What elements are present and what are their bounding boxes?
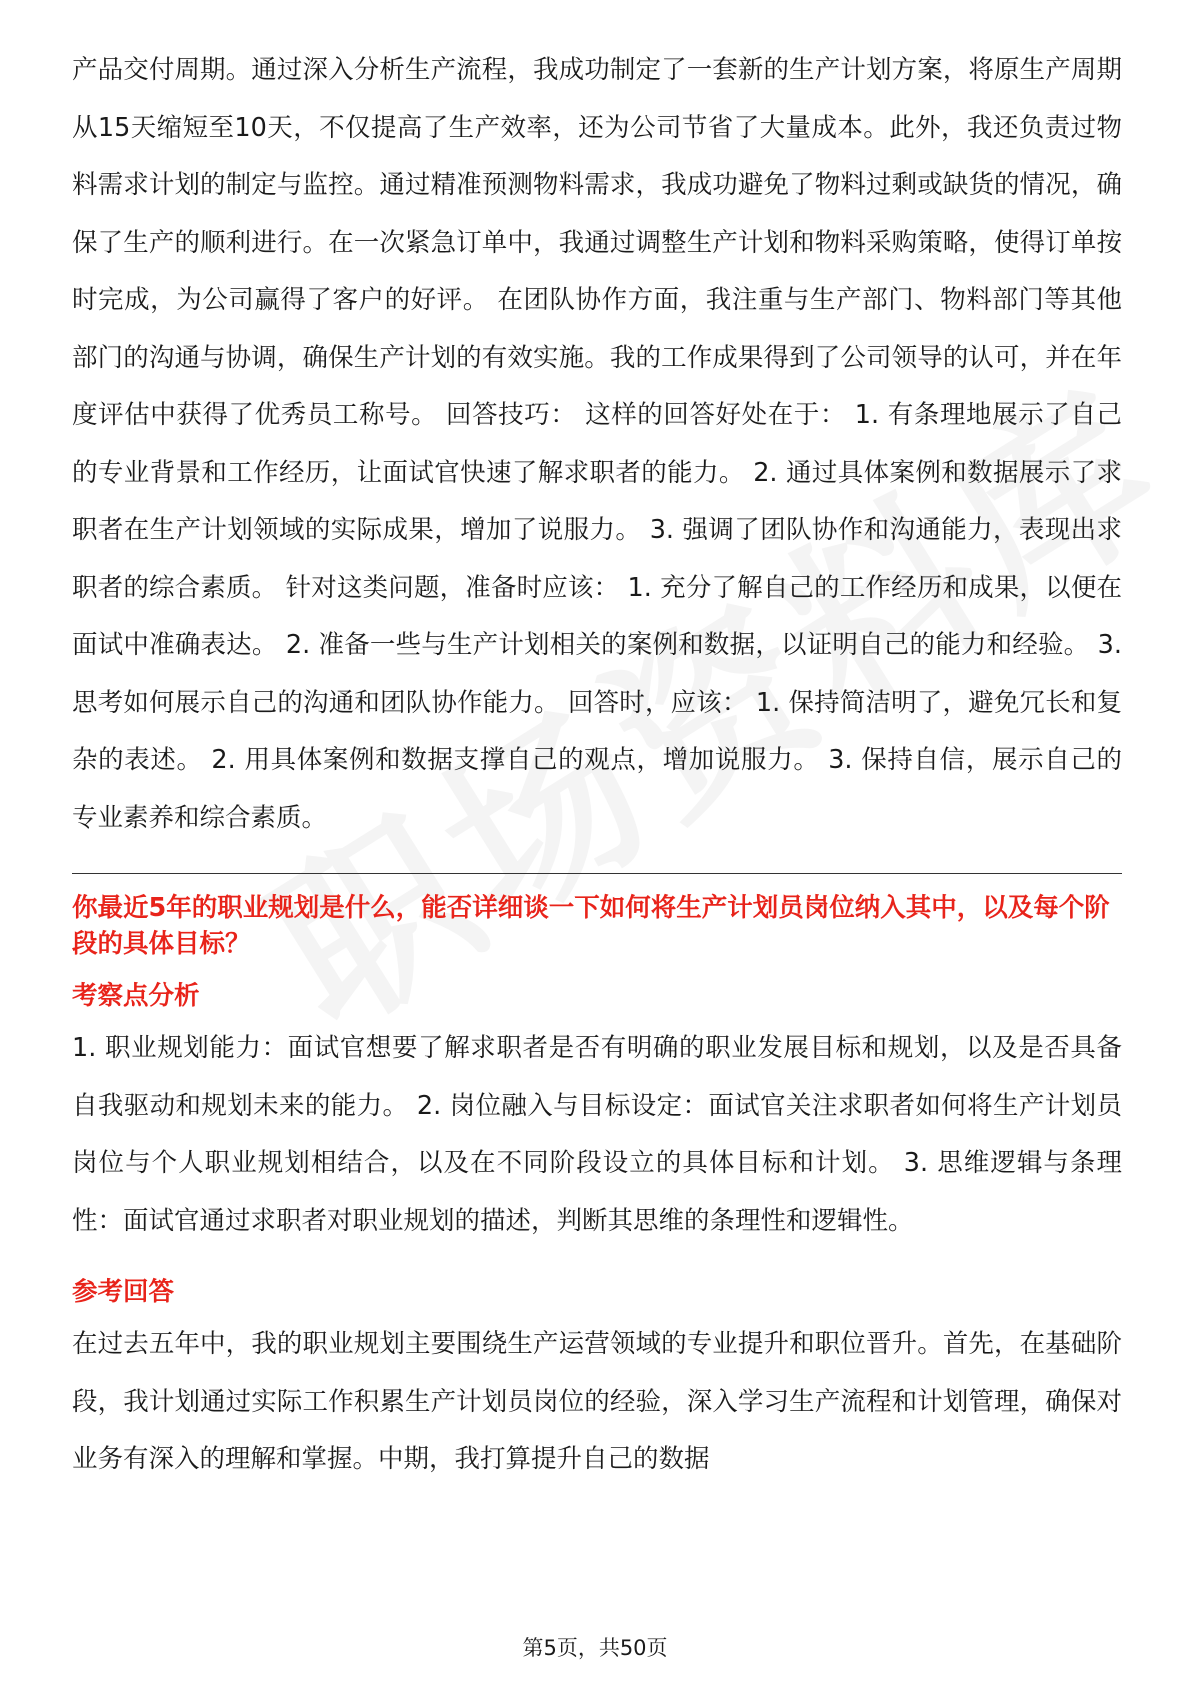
analysis-paragraph: 1. 职业规划能力：面试官想要了解求职者是否有明确的职业发展目标和规划，以及是否具备自我驱动和规划未来的能力。 2. 岗位融入与目标设定：面试官关注求职者如何将生产计划员岗位与个人职业规划相结合，以及在不同阶段设立的具体目标和计划。 3. 思维逻辑与条理性：面试官通过求职者对职业规划的描述，判断其思维的条理性和逻辑性。: [72, 1033, 1122, 1236]
analysis-heading: 考察点分析: [72, 981, 200, 1011]
page-content: [72, 42, 1122, 1489]
reference-heading: 参考回答: [72, 1277, 175, 1307]
reference-paragraph: 在过去五年中，我的职业规划主要围绕生产运营领域的专业提升和职位晋升。首先，在基础阶段，我计划通过实际工作积累生产计划员岗位的经验，深入学习生产流程和计划管理，确保对业务有深入的理解和掌握。中期，我打算提升自己的数据: [72, 1329, 1122, 1474]
question-title: 你最近5年的职业规划是什么，能否详细谈一下如何将生产计划员岗位纳入其中，以及每个阶段的具体目标？: [72, 893, 1110, 959]
section-divider: [72, 873, 1122, 874]
page-number: 第5页，共50页: [522, 1636, 668, 1660]
intro-paragraph: 产品交付周期。通过深入分析生产流程，我成功制定了一套新的生产计划方案，将原生产周期从15天缩短至10天，不仅提高了生产效率，还为公司节省了大量成本。此外，我还负责过物料需求计划的制定与监控。通过精准预测物料需求，我成功避免了物料过剩或缺货的情况，确保了生产的顺利进行。在一次紧急订单中，我通过调整生产计划和物料采购策略，使得订单按时完成，为公司赢得了客户的好评。 在团队协作方面，我注重与生产部门、物料部门等其他部门的沟通与协调，确保生产计划的有效实施。我的工作成果得到了公司领导的认可，并在年度评估中获得了优秀员工称号。 回答技巧： 这样的回答好处在于： 1. 有条理地展示了自己的专业背景和工作经历，让面试官快速了解求职者的能力。 2. 通过具体案例和数据展示了求职者在生产计划领域的实际成果，增加了说服力。 3. 强调了团队协作和沟通能力，表现出求职者的综合素质。 针对这类问题，准备时应该： 1. 充分了解自己的工作经历和成果，以便在面试中准确表达。 2. 准备一些与生产计划相关的案例和数据，以证明自己的能力和经验。 3. 思考如何展示自己的沟通和团队协作能力。 回答时，应该： 1. 保持简洁明了，避免冗长和复杂的表述。 2. 用具体案例和数据支撑自己的观点，增加说服力。 3. 保持自信，展示自己的专业素养和综合素质。: [72, 55, 1122, 833]
